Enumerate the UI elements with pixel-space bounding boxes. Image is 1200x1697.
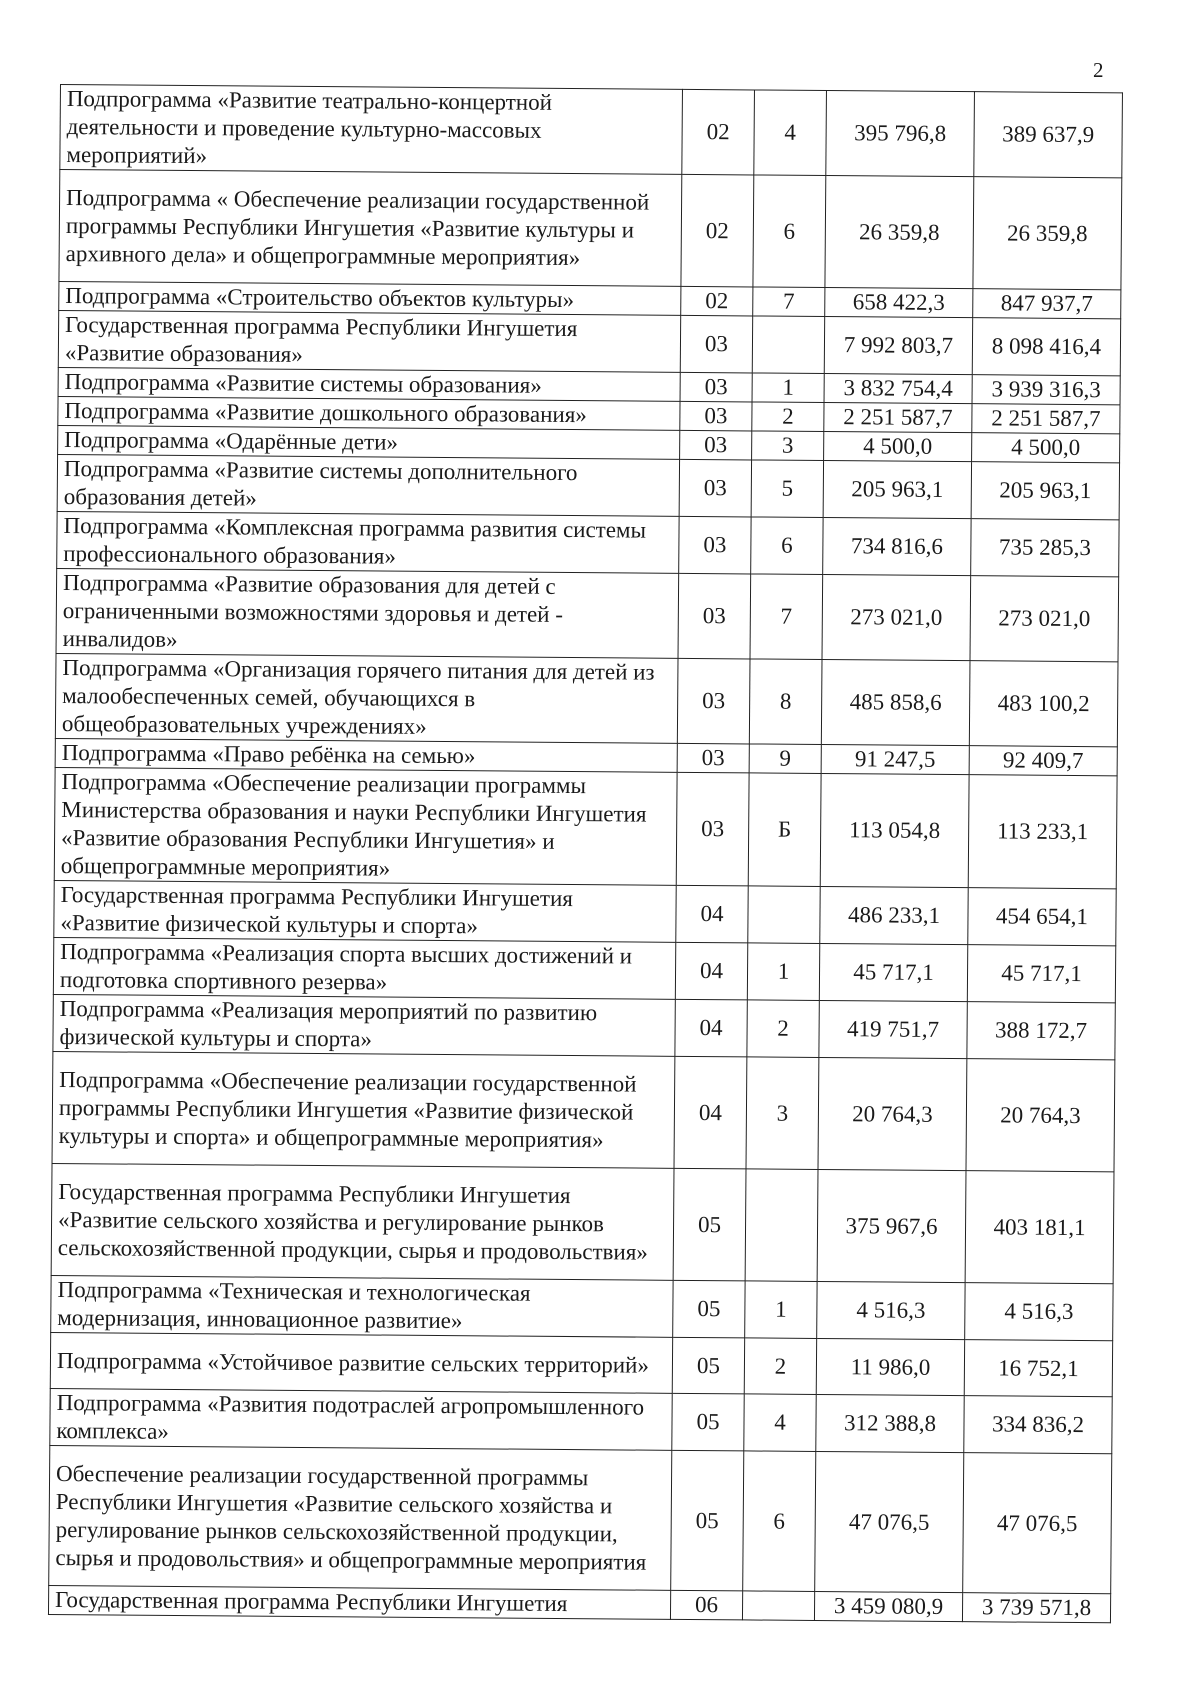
program-code: 05 [671, 1450, 744, 1591]
amount-1: 3 459 080,9 [814, 1591, 962, 1621]
subprogram-code: 2 [744, 1338, 816, 1395]
table-row [50, 1388, 1112, 1453]
amount-1: 734 816,6 [823, 518, 971, 576]
program-code: 05 [673, 1168, 746, 1281]
amount-1: 485 858,6 [821, 660, 970, 746]
amount-1: 486 233,1 [820, 886, 968, 944]
program-code: 03 [676, 772, 749, 886]
amount-2: 92 409,7 [969, 746, 1117, 776]
amount-1: 2 251 587,7 [824, 403, 972, 433]
table-row [54, 767, 1117, 888]
subprogram-code: 7 [750, 574, 823, 660]
amount-1: 7 992 803,7 [824, 317, 972, 375]
subprogram-code: 6 [743, 1451, 816, 1592]
subprogram-code [745, 1169, 818, 1282]
amount-2: 45 717,1 [967, 945, 1115, 1003]
program-name: Подпрограмма « Обеспечение реализации государственной программы Республики Ингушетия «Развитие культуры и архивного дела» и общепрограммные мероприятия» [59, 170, 682, 287]
program-name: Подпрограмма «Реализация мероприятий по развитию физической культуры и спорта» [53, 994, 675, 1056]
subprogram-code: 2 [752, 402, 824, 432]
program-name: Подпрограмма «Организация горячего питания для детей из малообеспеченных семей, обучающихся в общеобразовательных учреждениях» [55, 653, 678, 743]
program-code: 03 [680, 372, 752, 402]
program-code: 03 [677, 658, 750, 744]
program-name: Подпрограмма «Комплексная программа развития системы профессионального образования» [57, 511, 679, 573]
amount-1: 113 054,8 [820, 773, 969, 887]
amount-2: 847 937,7 [973, 289, 1121, 319]
amount-2: 16 752,1 [964, 1340, 1112, 1397]
amount-1: 45 717,1 [819, 943, 967, 1001]
table-row [53, 937, 1115, 1002]
amount-2: 3 739 571,8 [962, 1593, 1110, 1623]
table-row [50, 1332, 1112, 1396]
program-name: Обеспечение реализации государственной программы Республики Ингушетия «Развитие сельского хозяйства и регулирование рынков сельскохозяйственной продукции, сырья и продовольствия» и общепрограммные мероприятия [49, 1445, 672, 1590]
amount-2: 3 939 316,3 [972, 375, 1120, 405]
table-row [51, 1275, 1113, 1340]
subprogram-code: Б [748, 773, 821, 887]
amount-2: 735 285,3 [971, 519, 1119, 577]
amount-1: 11 986,0 [816, 1338, 964, 1395]
amount-2: 454 654,1 [968, 888, 1116, 946]
subprogram-code [742, 1591, 814, 1621]
amount-2: 273 021,0 [970, 576, 1119, 662]
table-row [57, 511, 1119, 576]
amount-1: 273 021,0 [822, 575, 971, 661]
amount-1: 395 796,8 [826, 91, 975, 177]
program-code: 05 [673, 1280, 745, 1338]
table-row [55, 653, 1118, 746]
amount-2: 334 836,2 [964, 1396, 1112, 1454]
amount-2: 20 764,3 [966, 1059, 1115, 1172]
program-name: Подпрограмма «Обеспечение реализации программы Министерства образования и науки Республики Ингушетия «Развитие образования Республики Ингушетия» и общепрограммные мероприятия» [54, 767, 677, 885]
table-row [52, 1051, 1115, 1171]
amount-2: 388 172,7 [967, 1002, 1115, 1060]
amount-2: 47 076,5 [963, 1453, 1112, 1594]
amount-2: 389 637,9 [974, 92, 1123, 178]
budget-table [48, 84, 1123, 1623]
program-name: Подпрограмма «Развитие театрально-концертной деятельности и проведение культурно-массовых мероприятий» [60, 85, 683, 175]
program-code: 03 [677, 743, 749, 773]
program-code: 02 [681, 286, 753, 316]
amount-2: 2 251 587,7 [972, 404, 1120, 434]
amount-1: 658 422,3 [825, 288, 973, 318]
program-code: 05 [672, 1337, 744, 1394]
subprogram-code: 1 [745, 1281, 817, 1339]
table-row [58, 310, 1120, 375]
table-row [53, 994, 1115, 1059]
program-code: 04 [675, 942, 747, 1000]
amount-2: 4 516,3 [965, 1283, 1113, 1341]
program-name: Подпрограмма «Техническая и технологическая модернизация, инновационное развитие» [51, 1275, 673, 1337]
program-name: Государственная программа Республики Ингушетия «Развитие физической культуры и спорта» [54, 880, 676, 942]
page-number: 2 [1093, 58, 1104, 82]
program-name: Подпрограмма «Право ребёнка на семью» [55, 738, 677, 772]
program-code: 04 [676, 885, 748, 943]
amount-1: 20 764,3 [818, 1057, 967, 1170]
program-code: 03 [679, 459, 751, 517]
amount-2: 4 500,0 [972, 433, 1120, 463]
program-name: Подпрограмма «Обеспечение реализации государственной программы Республики Ингушетия «Развитие физической культуры и спорта» и общепрограммные мероприятия» [52, 1051, 675, 1168]
amount-2: 205 963,1 [971, 462, 1119, 520]
subprogram-code: 6 [751, 517, 823, 575]
program-name: Государственная программа Республики Ингушетия [48, 1585, 670, 1619]
amount-1: 205 963,1 [823, 461, 971, 519]
subprogram-code: 3 [746, 1057, 819, 1170]
program-name: Подпрограмма «Развитие дошкольного образования» [58, 396, 680, 430]
subprogram-code: 4 [754, 90, 827, 176]
program-code: 05 [672, 1393, 744, 1451]
subprogram-code: 1 [752, 373, 824, 403]
program-name: Подпрограмма «Развитие образования для детей с ограниченными возможностями здоровья и детей - инвалидов» [56, 568, 679, 658]
program-code: 03 [680, 315, 752, 373]
program-name: Государственная программа Республики Ингушетия «Развитие сельского хозяйства и регулирование рынков сельскохозяйственной продукции, сырья и продовольствия» [51, 1163, 674, 1280]
amount-1: 91 247,5 [821, 744, 969, 774]
program-code: 04 [674, 1056, 747, 1169]
table-row [59, 170, 1122, 290]
program-name: Государственная программа Республики Ингушетия «Развитие образования» [58, 310, 680, 372]
amount-2: 26 359,8 [973, 177, 1122, 290]
table-row [60, 85, 1123, 178]
table-row [56, 568, 1119, 661]
amount-2: 113 233,1 [968, 775, 1117, 889]
program-code: 02 [682, 89, 755, 175]
amount-1: 312 388,8 [816, 1394, 964, 1452]
subprogram-code: 1 [747, 943, 819, 1001]
subprogram-code: 6 [753, 175, 826, 288]
program-code: 03 [678, 573, 751, 659]
program-code: 03 [679, 516, 751, 574]
program-name: Подпрограмма «Развития подотраслей агропромышленного комплекса» [50, 1388, 672, 1450]
table-row [54, 880, 1116, 945]
amount-1: 47 076,5 [815, 1451, 964, 1592]
program-code: 02 [681, 174, 754, 287]
program-code: 06 [670, 1590, 742, 1620]
program-name: Подпрограмма «Устойчивое развитие сельских территорий» [50, 1332, 672, 1393]
subprogram-code [748, 886, 820, 944]
program-name: Подпрограмма «Строительство объектов культуры» [59, 281, 681, 315]
subprogram-code: 3 [752, 431, 824, 461]
subprogram-code: 4 [744, 1394, 816, 1452]
program-name: Подпрограмма «Развитие системы дополнительного образования детей» [57, 454, 679, 516]
program-code: 03 [680, 401, 752, 431]
subprogram-code: 7 [753, 287, 825, 317]
amount-1: 419 751,7 [819, 1000, 967, 1058]
subprogram-code: 8 [749, 659, 822, 745]
subprogram-code: 9 [749, 744, 821, 774]
subprogram-code: 5 [751, 460, 823, 518]
amount-1: 4 500,0 [824, 432, 972, 462]
amount-2: 483 100,2 [969, 661, 1118, 747]
amount-1: 375 967,6 [817, 1169, 966, 1282]
table-row [57, 454, 1119, 519]
amount-1: 3 832 754,4 [824, 374, 972, 404]
program-code: 03 [680, 430, 752, 460]
subprogram-code: 2 [747, 1000, 819, 1058]
table-row [49, 1445, 1112, 1593]
subprogram-code [752, 316, 824, 374]
program-name: Подпрограмма «Одарённые дети» [58, 425, 680, 459]
program-name: Подпрограмма «Развитие системы образования» [58, 367, 680, 401]
amount-1: 4 516,3 [817, 1281, 965, 1339]
program-name: Подпрограмма «Реализация спорта высших достижений и подготовка спортивного резерва» [53, 937, 675, 999]
program-code: 04 [675, 999, 747, 1057]
amount-1: 26 359,8 [825, 176, 974, 289]
amount-2: 403 181,1 [965, 1171, 1114, 1284]
amount-2: 8 098 416,4 [972, 318, 1120, 376]
table-row [51, 1163, 1114, 1283]
